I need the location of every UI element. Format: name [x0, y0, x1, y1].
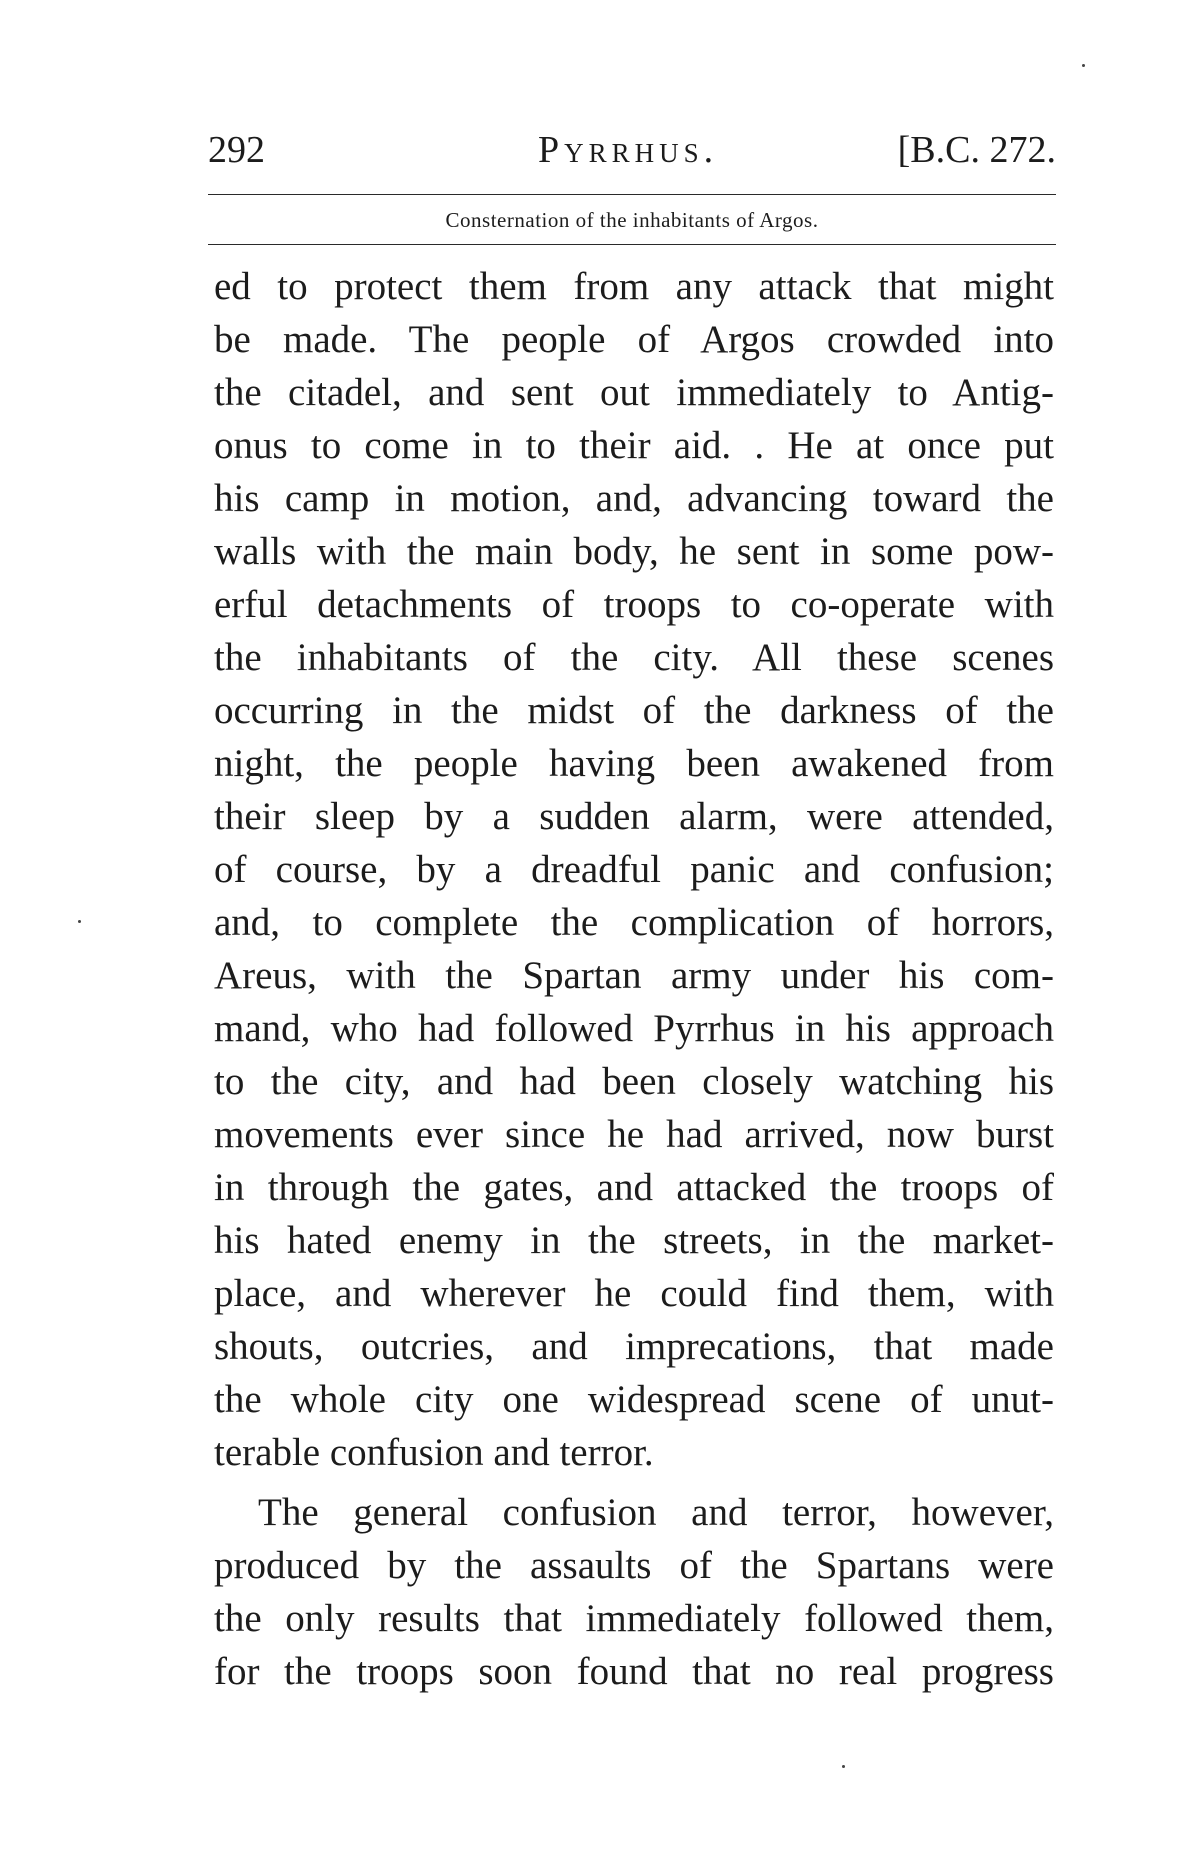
- top-rule: [208, 194, 1056, 195]
- text-line: place, and wherever he could find them, with: [214, 1272, 1054, 1315]
- text-line: in through the gates, and attacked the troops of: [214, 1166, 1054, 1209]
- text-line: the inhabitants of the city. All these scenes: [214, 636, 1054, 679]
- text-line: ed to protect them from any attack that might: [214, 265, 1054, 308]
- text-line: terable confusion and terror.: [214, 1431, 654, 1474]
- text-line: mand, who had followed Pyrrhus in his approach: [214, 1007, 1054, 1050]
- text-line: be made. The people of Argos crowded into: [214, 318, 1054, 361]
- text-line: the citadel, and sent out immediately to Antig-: [214, 371, 1054, 414]
- print-speck: [1082, 64, 1085, 67]
- body-text: [214, 260, 1054, 1698]
- paragraph: [214, 260, 1054, 1479]
- book-title: Pyrrhus.: [538, 129, 719, 171]
- text-line: The general confusion and terror, however,: [258, 1491, 1054, 1534]
- text-line: his hated enemy in the streets, in the market-: [214, 1219, 1054, 1262]
- print-speck: [78, 920, 81, 923]
- text-line: shouts, outcries, and imprecations, that made: [214, 1325, 1054, 1368]
- page-number: 292: [208, 129, 265, 171]
- text-line: Areus, with the Spartan army under his com-: [214, 954, 1054, 997]
- text-line: to the city, and had been closely watching his: [214, 1060, 1054, 1103]
- section-subhead: Consternation of the inhabitants of Argos.: [445, 208, 819, 232]
- text-line: produced by the assaults of the Spartans were: [214, 1544, 1054, 1587]
- text-line: the only results that immediately followed them,: [214, 1597, 1054, 1640]
- text-line: his camp in motion, and, advancing toward the: [214, 477, 1054, 520]
- text-line: onus to come in to their aid. . He at once put: [214, 424, 1054, 467]
- text-line: the whole city one widespread scene of unut-: [214, 1378, 1054, 1421]
- running-head: [208, 128, 1056, 172]
- print-speck: [842, 1765, 845, 1768]
- paragraph: [214, 1486, 1054, 1698]
- text-line: erful detachments of troops to co-operate with: [214, 583, 1054, 626]
- text-line: of course, by a dreadful panic and confusion;: [214, 848, 1054, 891]
- paragraph-gap: [214, 1479, 1054, 1486]
- text-line: night, the people having been awakened from: [214, 742, 1054, 785]
- text-line: for the troops soon found that no real progress: [214, 1650, 1054, 1693]
- text-line: movements ever since he had arrived, now burst: [214, 1113, 1054, 1156]
- text-line: their sleep by a sudden alarm, were attended,: [214, 795, 1054, 838]
- text-line: and, to complete the complication of horrors,: [214, 901, 1054, 944]
- date-label: [B.C. 272.: [897, 129, 1056, 171]
- text-line: walls with the main body, he sent in some pow-: [214, 530, 1054, 573]
- text-line: occurring in the midst of the darkness of the: [214, 689, 1054, 732]
- bottom-rule: [208, 244, 1056, 245]
